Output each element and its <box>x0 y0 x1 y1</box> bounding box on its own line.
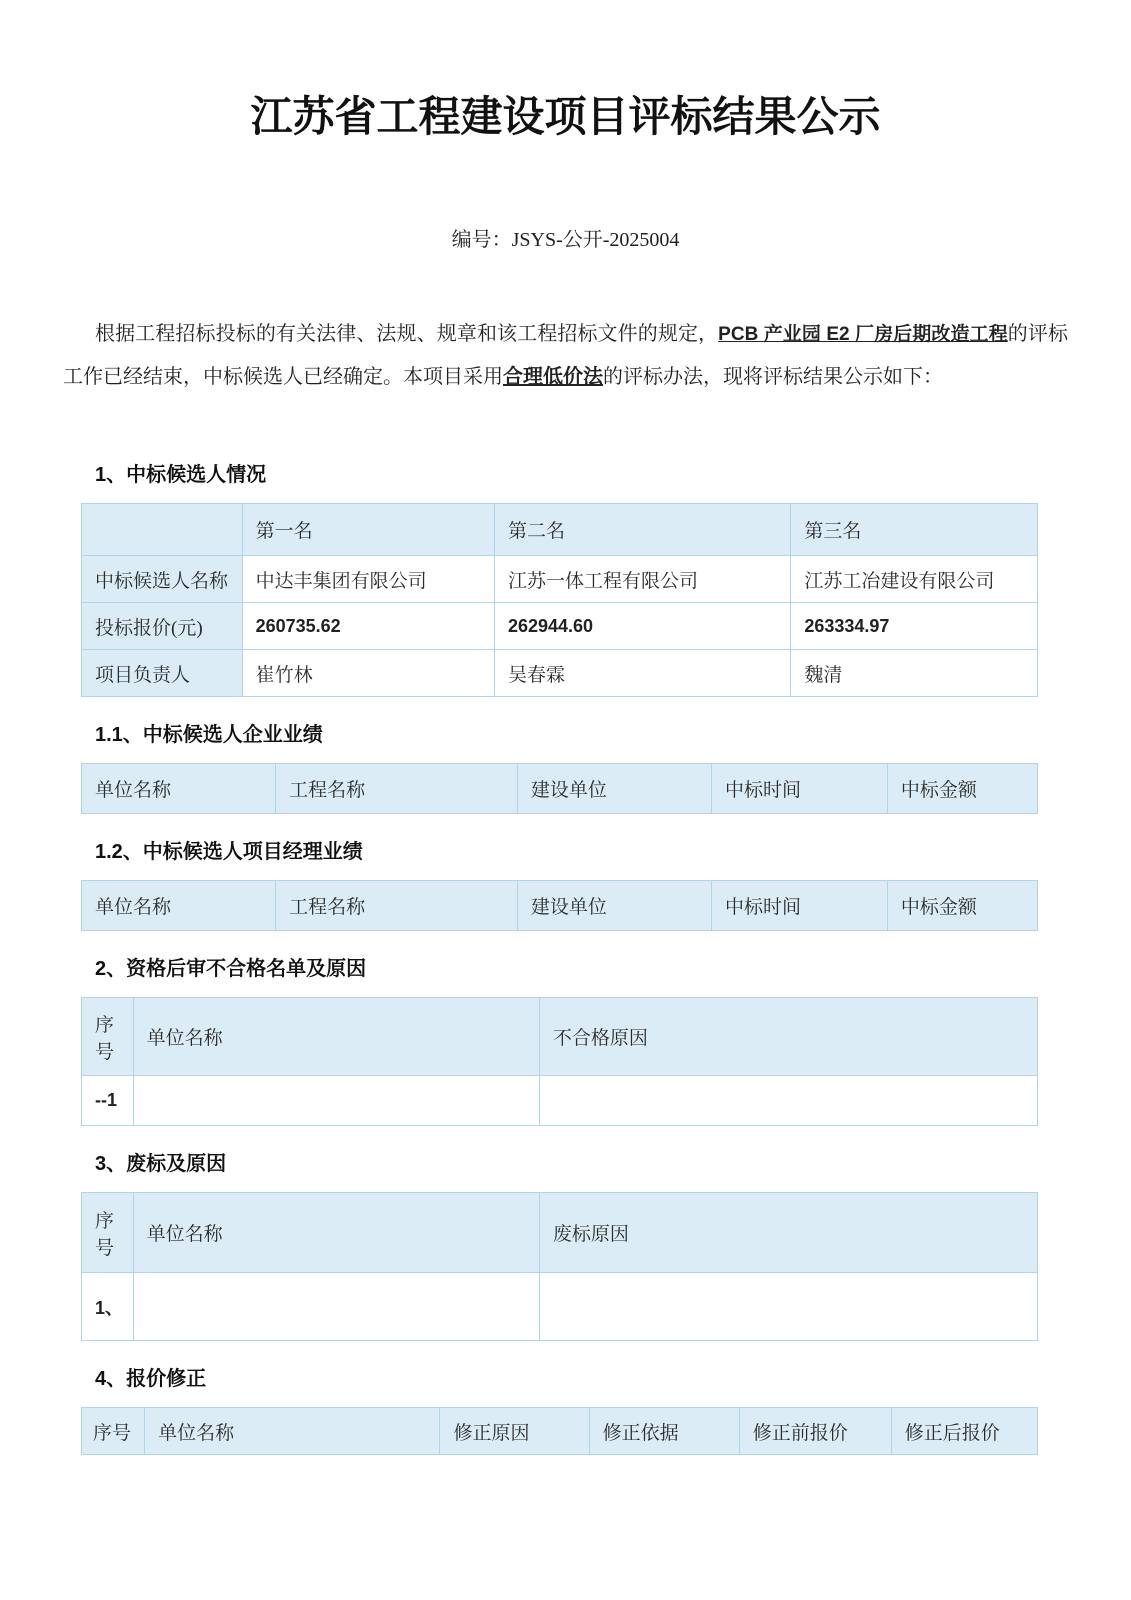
section-heading-rejected-bids: 3、废标及原因 <box>95 1153 227 1175</box>
column-header-cell: 工程名称 <box>276 881 518 931</box>
price-correction-table <box>81 1407 1038 1455</box>
column-header-cell: 单位名称 <box>133 998 539 1076</box>
section-heading-unqualified: 2、资格后审不合格名单及原因 <box>95 958 367 980</box>
table-cell: 江苏工冶建设有限公司 <box>791 556 1038 603</box>
row-label-cell: 投标报价(元) <box>82 603 243 650</box>
project-manager-performance-table <box>81 880 1038 931</box>
winning-candidates-table <box>81 503 1038 697</box>
column-header-cell: 工程名称 <box>276 764 518 814</box>
column-header-cell: 建设单位 <box>517 764 711 814</box>
table-header-row <box>82 764 1038 814</box>
column-header-cell: 中标金额 <box>887 881 1037 931</box>
company-performance-table <box>81 763 1038 814</box>
column-header-cell: 修正后报价 <box>891 1408 1037 1455</box>
column-header-cell: 修正前报价 <box>739 1408 891 1455</box>
column-header-cell: 修正原因 <box>440 1408 589 1455</box>
column-header-cell: 修正依据 <box>589 1408 739 1455</box>
column-header-cell: 中标时间 <box>711 764 887 814</box>
column-header-cell: 单位名称 <box>82 764 276 814</box>
table-cell <box>539 1076 1037 1126</box>
column-header-cell <box>82 504 243 556</box>
row-label-cell: 中标候选人名称 <box>82 556 243 603</box>
table-header-row <box>82 1408 1038 1455</box>
table-cell: 260735.62 <box>242 603 494 650</box>
intro-text-3: 的评标办法，现将评标结果公示如下： <box>603 366 943 388</box>
table-header-row <box>82 504 1038 556</box>
table-cell: 262944.60 <box>494 603 790 650</box>
column-header-cell: 单位名称 <box>133 1193 539 1273</box>
table-cell: 263334.97 <box>791 603 1038 650</box>
section-heading-candidates: 1、中标候选人情况 <box>95 464 267 486</box>
table-cell <box>133 1076 539 1126</box>
column-header-cell: 废标原因 <box>539 1193 1037 1273</box>
column-header-cell: 单位名称 <box>82 881 276 931</box>
table-header-row <box>82 1193 1038 1273</box>
table-row <box>82 556 1038 603</box>
column-header-cell: 中标金额 <box>887 764 1037 814</box>
table-cell: 崔竹林 <box>242 650 494 697</box>
doc-number: 编号：JSYS-公开-2025004 <box>451 229 680 251</box>
column-header-cell: 单位名称 <box>145 1408 440 1455</box>
column-header-cell: 序号 <box>82 998 134 1076</box>
table-cell <box>539 1273 1037 1341</box>
table-cell: 中达丰集团有限公司 <box>242 556 494 603</box>
table-cell: --1 <box>82 1076 134 1126</box>
table-row <box>82 650 1038 697</box>
table-cell: 江苏一体工程有限公司 <box>494 556 790 603</box>
section-heading-price-correction: 4、报价修正 <box>95 1368 207 1390</box>
project-name: PCB 产业园 E2 厂房后期改造工程 <box>718 324 1008 345</box>
column-header-cell: 序号 <box>82 1193 134 1273</box>
unqualified-list-table <box>81 997 1038 1126</box>
intro-paragraph <box>63 313 1068 399</box>
table-row <box>82 603 1038 650</box>
column-header-cell: 第三名 <box>791 504 1038 556</box>
table-cell: 吴春霖 <box>494 650 790 697</box>
evaluation-method: 合理低价法 <box>503 366 603 388</box>
column-header-cell: 序号 <box>82 1408 145 1455</box>
table-row <box>82 1273 1038 1341</box>
table-header-row <box>82 881 1038 931</box>
table-row <box>82 1076 1038 1126</box>
intro-text-1: 根据工程招标投标的有关法律、法规、规章和该工程招标文件的规定， <box>95 323 719 345</box>
table-cell: 魏清 <box>791 650 1038 697</box>
column-header-cell: 第二名 <box>494 504 790 556</box>
column-header-cell: 中标时间 <box>711 881 887 931</box>
column-header-cell: 第一名 <box>242 504 494 556</box>
section-heading-manager-performance: 1.2、中标候选人项目经理业绩 <box>95 841 363 863</box>
row-label-cell: 项目负责人 <box>82 650 243 697</box>
table-cell: 1、 <box>82 1273 134 1341</box>
column-header-cell: 建设单位 <box>517 881 711 931</box>
section-heading-company-performance: 1.1、中标候选人企业业绩 <box>95 724 323 746</box>
column-header-cell: 不合格原因 <box>539 998 1037 1076</box>
rejected-bids-table <box>81 1192 1038 1341</box>
table-header-row <box>82 998 1038 1076</box>
table-cell <box>133 1273 539 1341</box>
page-title: 江苏省工程建设项目评标结果公示 <box>250 95 881 141</box>
intro-text-2: 的评标工作已经结束，中标候选人已经确定。本项目采用 <box>63 323 1069 388</box>
